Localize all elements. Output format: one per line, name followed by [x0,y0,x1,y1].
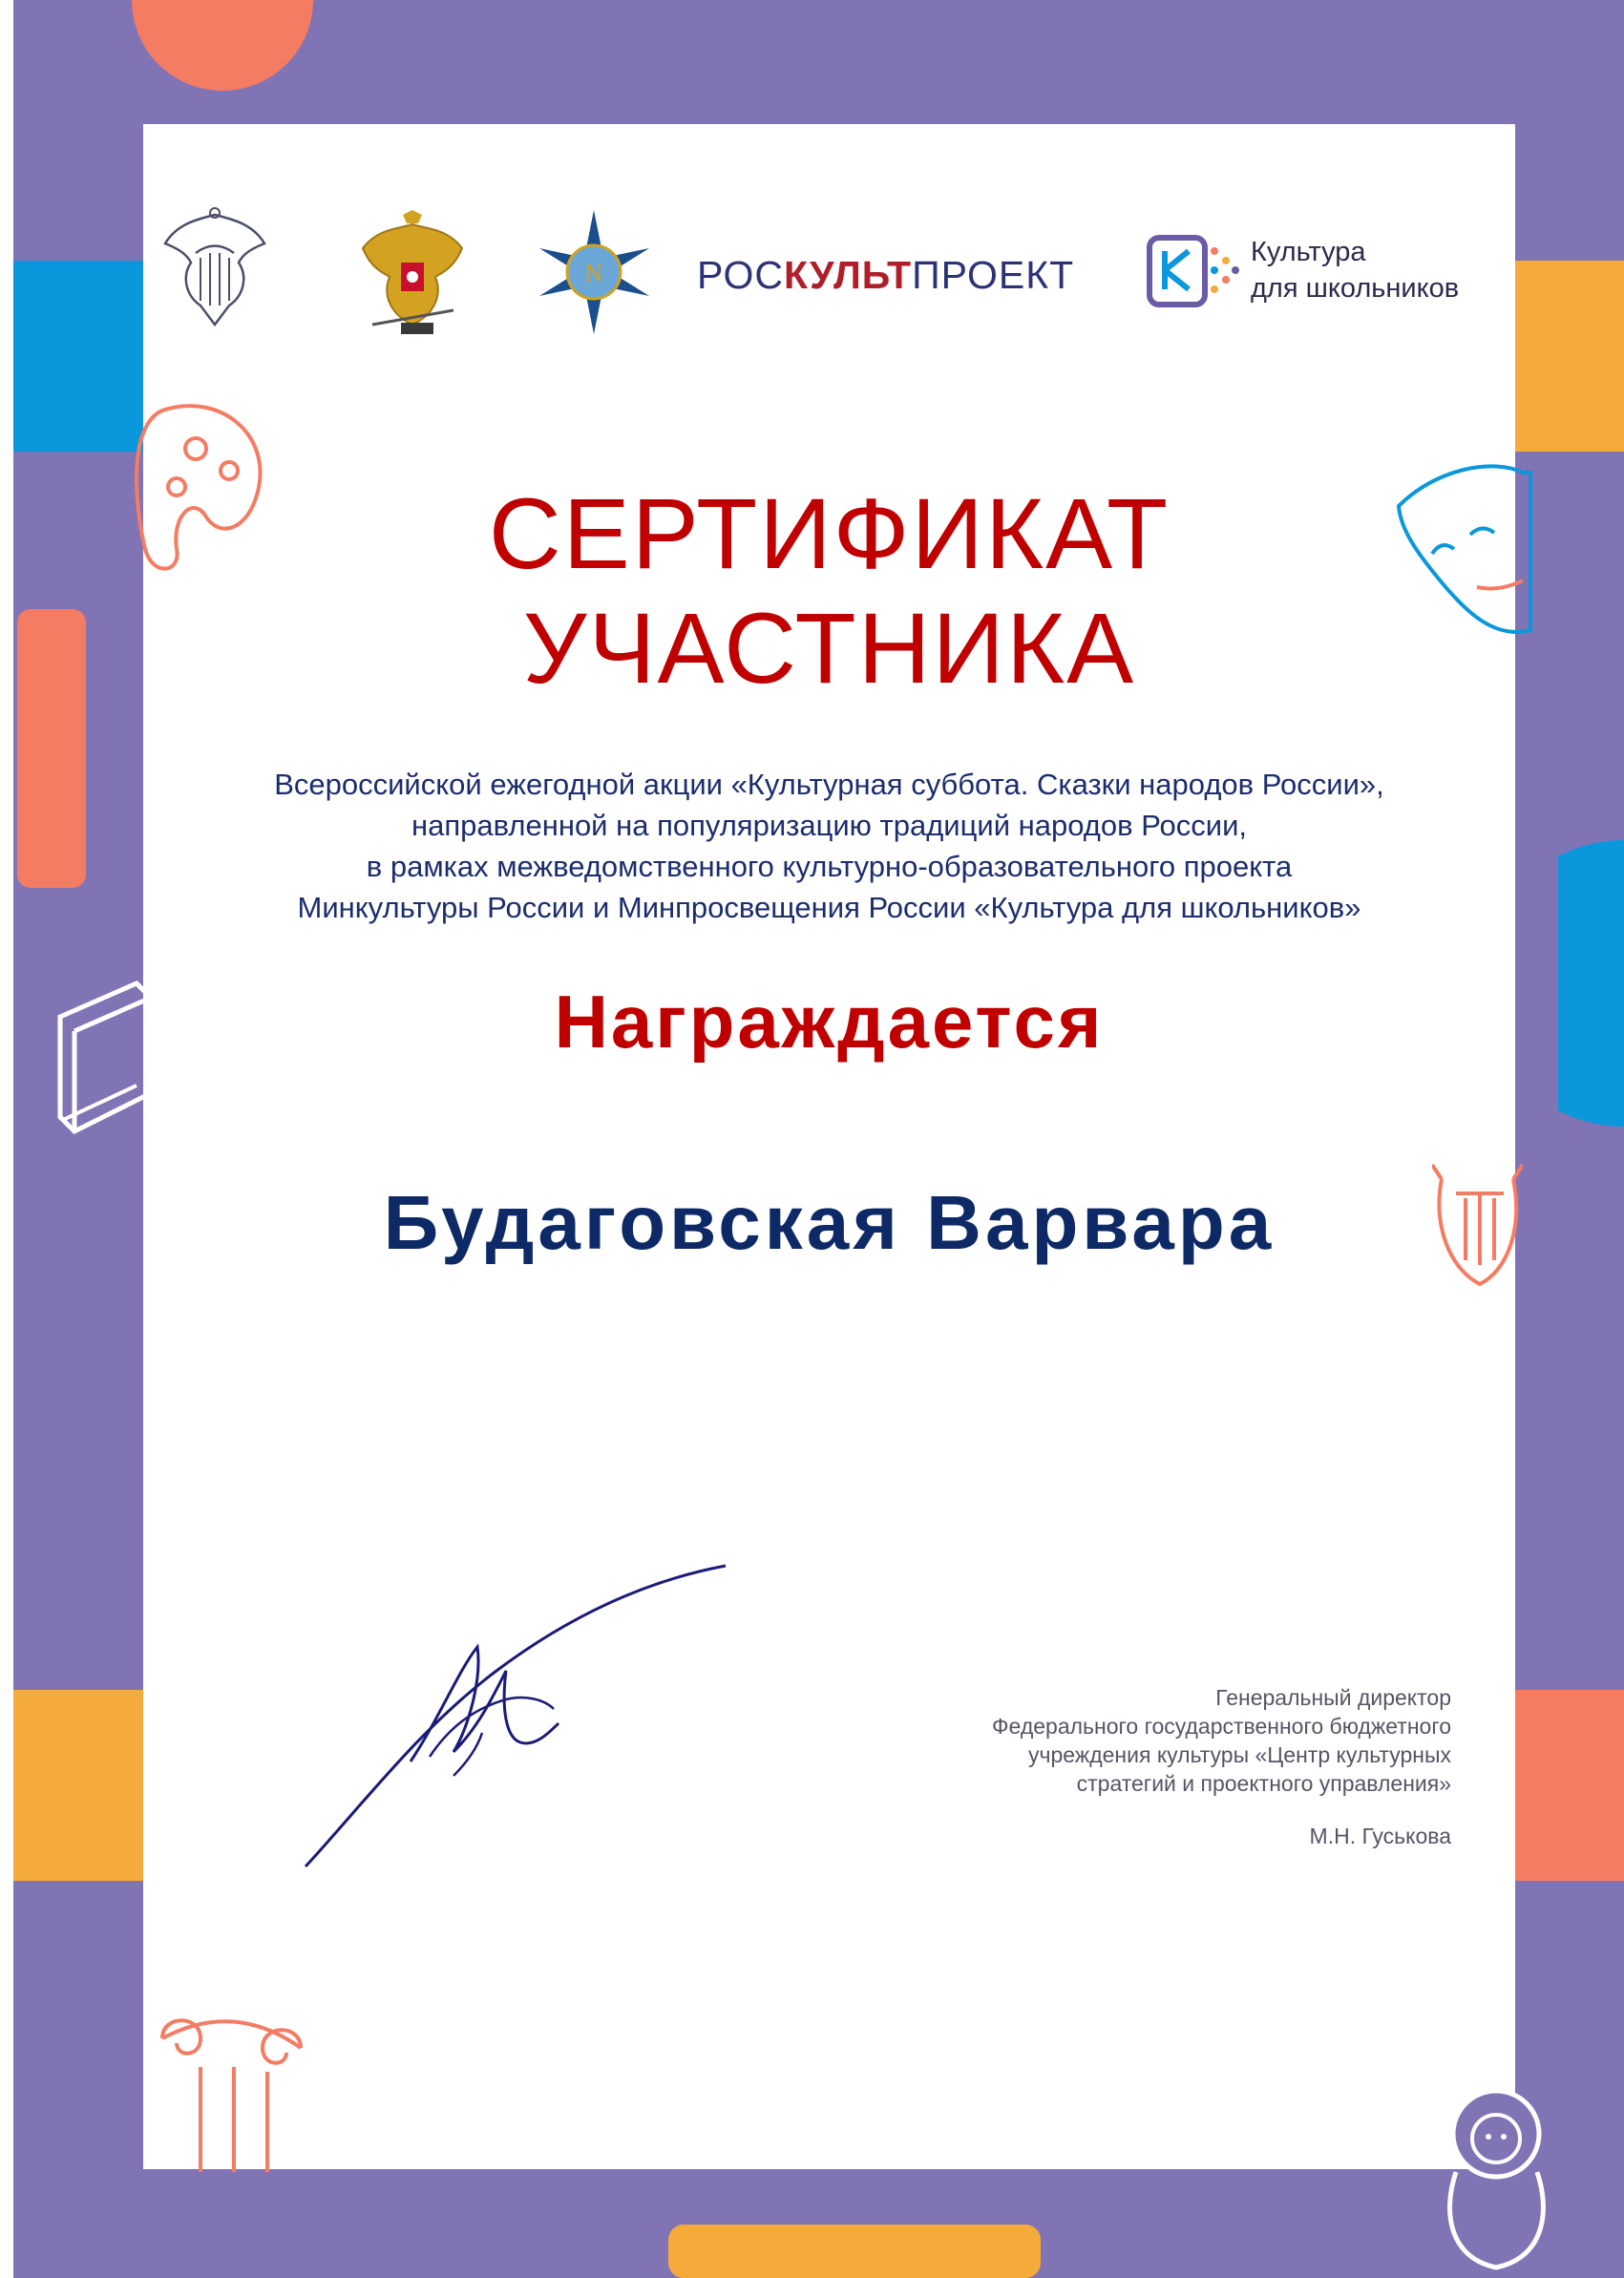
right-orange-block [1515,261,1624,452]
description-line: Всероссийской ежегодной акции «Культурная суббота. Сказки народов России», [274,768,1384,801]
roskultproekt-logo [697,253,1074,298]
description-line: в рамках межведомственного культурно-образовательного проекта [366,850,1293,883]
title-line2: УЧАСТНИКА [522,593,1136,705]
signer-line: стратегий и проектного управления» [1076,1771,1451,1796]
recipient-name: Будаговская Варвара [383,1180,1276,1265]
certificate-title [143,477,1515,707]
left-orange-block [13,1690,143,1881]
roskultproekt-part3: ПРОЕКТ [912,253,1075,297]
right-coral-block [1515,1690,1624,1881]
top-coral-semicircle [132,0,313,95]
title-line1: СЕРТИФИКАТ [488,478,1171,590]
star-emblem-icon [530,210,659,334]
column-capital-icon [143,2010,320,2172]
signer-position [840,1683,1451,1798]
kultura-logo-line1: Культура [1251,237,1366,267]
right-blue-semicircle [1558,840,1624,1127]
left-blue-block [13,261,143,452]
kultura-logo-line2: для школьников [1251,273,1460,304]
logos-row [143,205,1515,348]
roskultproekt-part2: КУЛЬТ [783,253,913,297]
description-line: Минкультуры России и Минпросвещения России «Культура для школьников» [297,891,1361,924]
kultura-logo-icon [1146,234,1241,312]
description-line: направленной на популяризацию традиций народов России, [411,809,1247,842]
matryoshka-icon [1437,2081,1556,2272]
signature-icon [286,1556,735,1881]
svg-text:N: N [584,260,603,287]
signer-line: Генеральный директор [1215,1685,1451,1710]
awarded-label: Награждается [554,980,1105,1064]
kultura-logo-text [1251,234,1459,306]
certificate-description [143,764,1515,928]
russia-coat-of-arms-icon [353,210,473,339]
signer-name: М.Н. Гуськова [1309,1824,1451,1848]
bottom-orange-bar [668,2225,1041,2278]
ministry-culture-emblem-icon [158,205,272,334]
signer-line: учреждения культуры «Центр культурных [1028,1742,1451,1767]
left-coral-bar [17,609,86,888]
roskultproekt-part1: РОС [697,253,784,297]
signer-line: Федерального государственного бюджетного [992,1714,1451,1739]
